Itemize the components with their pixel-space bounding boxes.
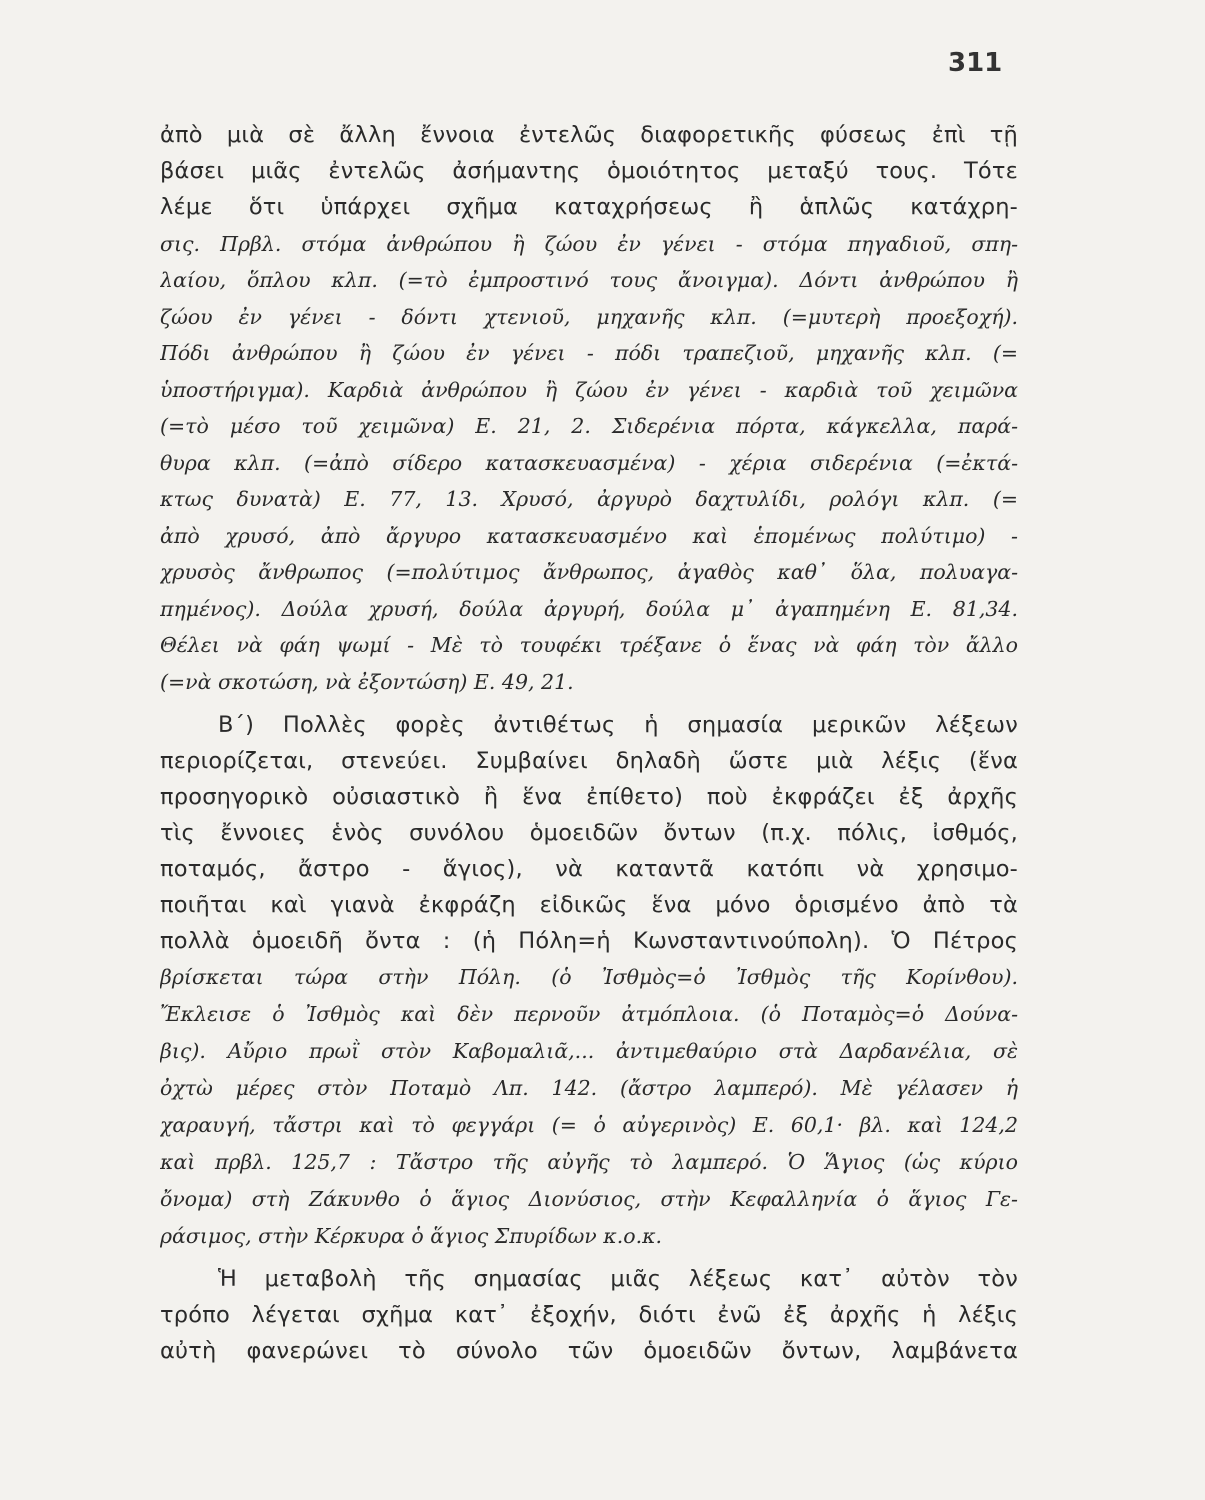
text-line: τρόπο λέγεται σχῆμα κατ᾽ ἐξοχήν, διότι ἐνῶ ἐξ ἀρχῆς ἡ λέξις [160,1302,1018,1328]
text-line: ράσιμος, στὴν Κέρκυρα ὁ ἅγιος Σπυρίδων κ.ο.κ. [160,1224,663,1248]
text-line: ζώου ἐν γένει - δόντι χτενιοῦ, μηχανῆς κλπ. (=μυτερὴ προεξοχή). [160,305,1018,329]
text-line: χρυσὸς ἄνθρωπος (=πολύτιμος ἄνθρωπος, ἀγαθὸς καθ᾽ ὅλα, πολυαγα- [160,560,1018,584]
text-line: ὀχτὼ μέρες στὸν Ποταμὸ Λπ. 142. (ἄστρο λαμπερό). Μὲ γέλασεν ἡ [160,1076,1018,1100]
page-number: 311 [948,48,1003,78]
text-line: βάσει μιᾶς ἐντελῶς ἀσήμαντης ὁμοιότητος μεταξύ τους. Τότε [160,158,1018,184]
text-line: λαίου, ὅπλου κλπ. (=τὸ ἐμπροστινό τους ἄνοιγμα). Δόντι ἀνθρώπου ἢ [160,268,1018,292]
text-line: ὄνομα) στὴ Ζάκυνθο ὁ ἅγιος Διονύσιος, στὴν Κεφαλληνία ὁ ἅγιος Γε- [160,1187,1018,1211]
text-line: Πόδι ἀνθρώπου ἢ ζώου ἐν γένει - πόδι τραπεζιοῦ, μηχανῆς κλπ. (= [160,341,1018,365]
text-line: ποιῆται καὶ γιανὰ ἐκφράζη εἰδικῶς ἕνα μόνο ὁρισμένο ἀπὸ τὰ [160,892,1018,918]
text-line: θυρα κλπ. (=ἀπὸ σίδερο κατασκευασμένα) - χέρια σιδερένια (=ἐκτά- [160,451,1018,475]
text-line: ποταμός, ἄστρο - ἅγιος), νὰ καταντᾶ κατόπι νὰ χρησιμο- [160,856,1018,882]
text-line: τὶς ἔννοιες ἑνὸς συνόλου ὁμοειδῶν ὄντων (π.χ. πόλις, ἰσθμός, [160,820,1018,846]
text-line: περιορίζεται, στενεύει. Συμβαίνει δηλαδὴ ὥστε μιὰ λέξις (ἕνα [160,748,1018,774]
text-line: αὐτὴ φανερώνει τὸ σύνολο τῶν ὁμοειδῶν ὄντων, λαμβάνετα [160,1338,1018,1364]
text-line: Θέλει νὰ φάη ψωμί - Μὲ τὸ τουφέκι τρέξανε ὁ ἕνας νὰ φάη τὸν ἄλλο [160,633,1018,657]
text-line: καὶ πρβλ. 125,7 : Τἄστρο τῆς αὐγῆς τὸ λαμπερό. Ὁ Ἅγιος (ὡς κύριο [160,1150,1018,1174]
text-line: πημένος). Δούλα χρυσή, δούλα ἀργυρή, δούλα μ᾽ ἀγαπημένη Ε. 81,34. [160,597,1018,621]
text-line: ἀπὸ μιὰ σὲ ἄλλη ἔννοια ἐντελῶς διαφορετικῆς φύσεως ἐπὶ τῇ [160,122,1018,148]
text-line: Ἡ μεταβολὴ τῆς σημασίας μιᾶς λέξεως κατ᾽ αὐτὸν τὸν [218,1266,1018,1292]
text-line: σις. Πρβλ. στόμα ἀνθρώπου ἢ ζώου ἐν γένει - στόμα πηγαδιοῦ, σπη- [160,232,1018,256]
text-line: βρίσκεται τώρα στὴν Πόλη. (ὁ Ἰσθμὸς=ὁ Ἰσθμὸς τῆς Κορίνθου). [160,965,1018,989]
text-line: πολλὰ ὁμοειδῆ ὄντα : (ἡ Πόλη=ἡ Κωνσταντινούπολη). Ὁ Πέτρος [160,928,1018,954]
text-line: Β΄) Πολλὲς φορὲς ἀντιθέτως ἡ σημασία μερικῶν λέξεων [218,712,1018,738]
text-line: λέμε ὅτι ὑπάρχει σχῆμα καταχρήσεως ἢ ἁπλῶς κατάχρη- [160,194,1018,220]
text-line: προσηγορικὸ οὐσιαστικὸ ἢ ἕνα ἐπίθετο) ποὺ ἐκφράζει ἐξ ἀρχῆς [160,784,1018,810]
text-line: κτως δυνατὰ) Ε. 77, 13. Χρυσό, ἀργυρὸ δαχτυλίδι, ρολόγι κλπ. (= [160,487,1018,511]
text-line: (=τὸ μέσο τοῦ χειμῶνα) Ε. 21, 2. Σιδερένια πόρτα, κάγκελλα, παρά- [160,414,1018,438]
text-line: χαραυγή, τἄστρι καὶ τὸ φεγγάρι (= ὁ αὐγερινὸς) Ε. 60,1· βλ. καὶ 124,2 [160,1113,1018,1137]
text-line: (=νὰ σκοτώση, νὰ ἐξοντώση) Ε. 49, 21. [160,670,574,694]
text-line: Ἔκλεισε ὁ Ἰσθμὸς καὶ δὲν περνοῦν ἀτμόπλοια. (ὁ Ποταμὸς=ὁ Δούνα- [160,1002,1018,1026]
text-line: βις). Αὔριο πρωῒ στὸν Καβομαλιᾶ,... ἀντιμεθαύριο στὰ Δαρδανέλια, σὲ [160,1039,1018,1063]
text-line: ὑποστήριγμα). Καρδιὰ ἀνθρώπου ἢ ζώου ἐν γένει - καρδιὰ τοῦ χειμῶνα [160,378,1018,402]
text-line: ἀπὸ χρυσό, ἀπὸ ἄργυρο κατασκευασμένο καὶ ἑπομένως πολύτιμο) - [160,524,1018,548]
